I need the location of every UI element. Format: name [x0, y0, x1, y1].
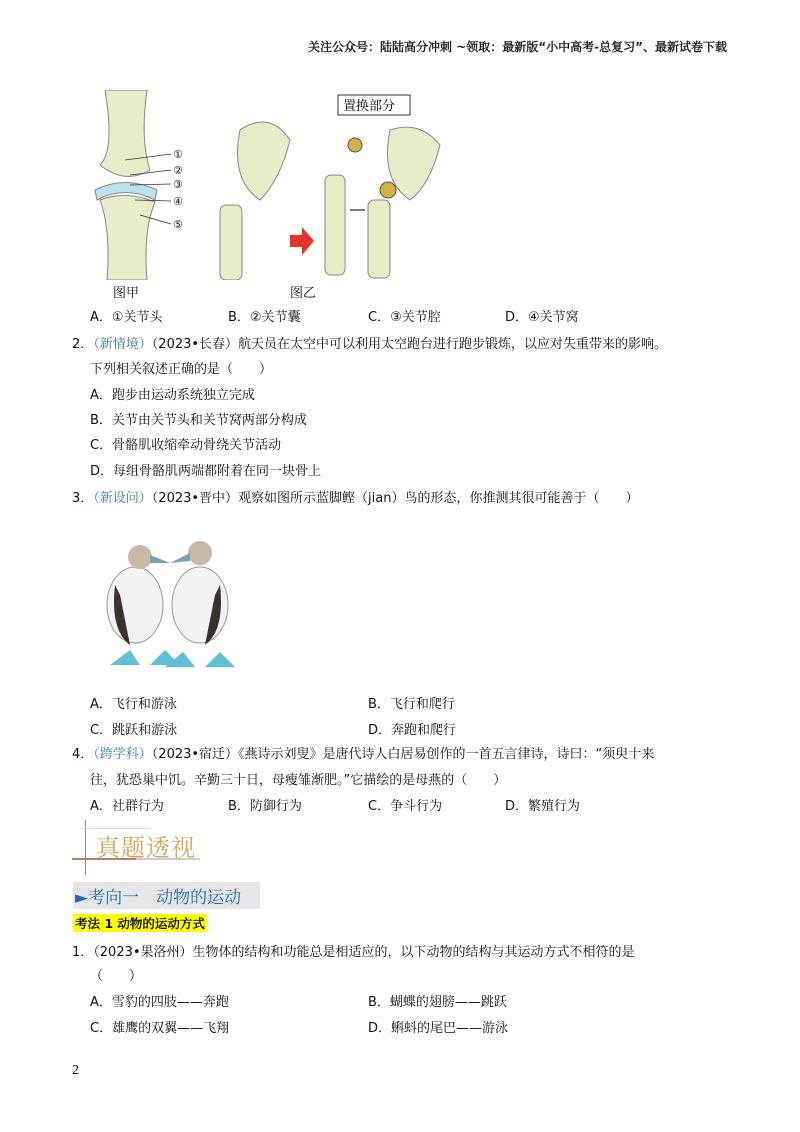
- q1-option-a: A．①关节头: [90, 310, 163, 325]
- q3-tag: （新设问）: [93, 491, 152, 506]
- q2-stem: 2．（新情境）（2023•长春）航天员在太空中可以利用太空跑台进行跑步锻炼，以应对失重带来的影响。: [72, 337, 668, 352]
- q3-option-a: A．飞行和游泳: [90, 697, 177, 712]
- q5-stem: 1．（2023•果洛州）生物体的结构和功能总是相适应的，以下动物的结构与其运动方式不相符的是: [72, 945, 635, 960]
- q1-option-c: C．③关节腔: [368, 310, 441, 325]
- blue-footed-booby-photo: [90, 535, 245, 680]
- svg-text:①: ①: [173, 148, 183, 161]
- method-heading: 考法 1 动物的运动方式: [75, 916, 205, 931]
- q4-option-d: D．繁殖行为: [505, 799, 581, 814]
- q4-stem-line2: 往，犹恐巢中饥。辛勤三十日，母瘦雏渐肥。”它描绘的是母燕的（ ）: [90, 773, 507, 788]
- q1-option-b: B．②关节囊: [228, 310, 301, 325]
- q4-option-a: A．社群行为: [90, 799, 164, 814]
- knee-joint-diagram: [85, 90, 205, 280]
- q2-option-a: A．跑步由运动系统独立完成: [90, 388, 255, 403]
- q4-stem: 4．（跨学科）（2023•宿迁）《燕诗示刘叟》是唐代诗人白居易创作的一首五言律诗，诗曰：“须臾十来: [72, 747, 655, 762]
- svg-text:③: ③: [173, 178, 183, 191]
- q4-tag: （跨学科）: [93, 747, 152, 762]
- q5-stem-line2: （ ）: [90, 969, 143, 984]
- q2-option-d: D．每组骨骼肌两端都附着在同一块骨上: [90, 464, 322, 479]
- q5-option-c: C．雄鹰的双翼——飞翔: [90, 1021, 230, 1036]
- q5-option-b: B．蝴蝶的翅膀——跳跃: [368, 995, 507, 1010]
- q1-option-d: D．④关节窝: [505, 310, 579, 325]
- q3-option-b: B．飞行和爬行: [368, 697, 455, 712]
- q2-stem-line2: 下列相关叙述正确的是（ ）: [90, 362, 273, 377]
- q3-stem: 3．（新设问）（2023•晋中）观察如图所示蓝脚鲣（jian）鸟的形态，你推测其很可能善于（ ）: [72, 491, 639, 506]
- svg-text:②: ②: [173, 164, 183, 177]
- q2-tag: （新情境）: [93, 337, 152, 352]
- q2-option-c: C．骨骼肌收缩牵动骨绕关节活动: [90, 438, 282, 453]
- svg-text:④: ④: [173, 195, 183, 208]
- page-header: 关注公众号：陆陆高分冲刺 ~领取：最新版“小中高考-总复习”、最新试卷下载: [308, 40, 727, 54]
- q3-option-d: D．奔跑和爬行: [368, 723, 457, 738]
- q4-option-b: B．防御行为: [228, 799, 302, 814]
- q3-option-c: C．跳跃和游泳: [90, 723, 178, 738]
- hip-replacement-diagram: [210, 90, 450, 280]
- caption-figure-b: 图乙: [290, 286, 317, 301]
- q2-option-b: B．关节由关节头和关节窝两部分构成: [90, 413, 307, 428]
- svg-text:⑤: ⑤: [173, 218, 183, 231]
- caption-figure-a: 图甲: [113, 286, 140, 301]
- q5-option-d: D．蝌蚪的尾巴——游泳: [368, 1021, 509, 1036]
- svg-text:置换部分: 置换部分: [343, 99, 396, 114]
- page-number: 2: [72, 1063, 79, 1078]
- q5-option-a: A．雪豹的四肢——奔跑: [90, 995, 229, 1010]
- direction-heading: ►考向一 动物的运动: [73, 882, 260, 909]
- q4-option-c: C．争斗行为: [368, 799, 443, 814]
- section-title: 真题透视: [96, 834, 196, 862]
